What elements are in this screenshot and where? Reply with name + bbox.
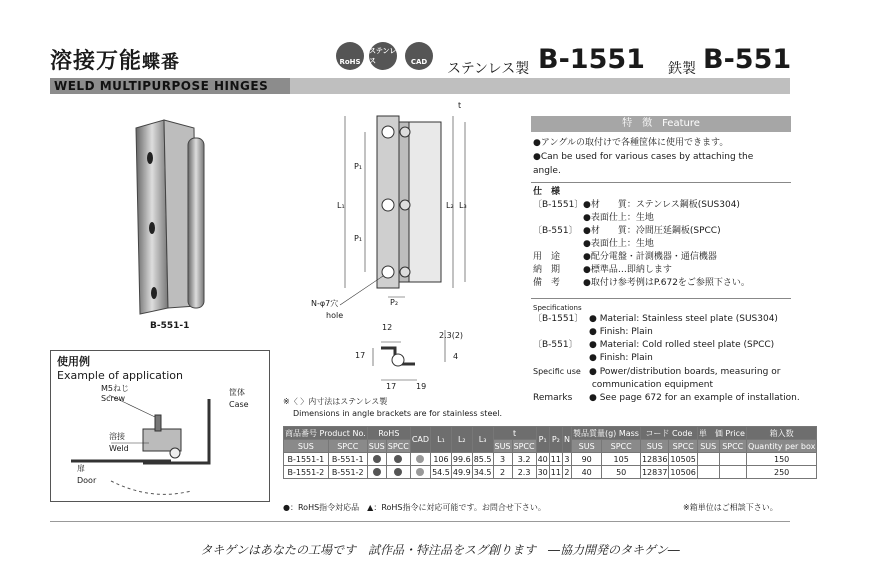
stainless-badge-icon: ステンレス [369,42,397,70]
weld-label: 溶接 [109,432,125,441]
product-photo [124,118,214,318]
divider [531,298,791,299]
footer-divider [50,521,790,522]
spec-row-en: Remarks ● See page 672 for an example of installation. [533,393,800,403]
case-label-en: Case [229,400,249,409]
specs-jp-heading: 仕 様 [533,187,561,197]
cad-dot-icon [416,468,424,476]
dim-t: t [458,101,462,110]
specs-en-list [533,313,800,405]
rohs-dot-icon [373,468,381,476]
drawing-note-jp: ※〈 〉内寸法はステンレス製 [283,397,388,406]
feature-item: ●アングルの取付けで各種筐体に使用できます。 [533,138,729,148]
door-label-en: Door [77,476,97,485]
screw-label: M5ねじ [101,384,129,393]
photo-caption: B-551-1 [150,321,190,331]
sus-model-number: B-1551 [538,44,645,75]
table-row: B-1551-1 B-551-1 106 99.6 85.5 3 3.2 40 11 3 90 105 12836 10505 150 [284,453,817,466]
dim-17-horizontal: 17 [386,382,397,391]
hole-label-en: hole [326,311,344,320]
application-example [50,350,270,502]
spec-row: 備 考 ●取付け参考例はP.672をご参照下さい。 [533,278,750,288]
table-header-row: 商品番号 Product No. RoHS CAD L₁ L₂ L₃ t P₁ P₂ N 製品質量(g) Mass コード Code 単 価 Price 箱入数 [284,427,817,440]
dim-4: 4 [453,352,459,361]
cad-dot-icon [416,455,424,463]
spec-row: 用 途 ●配分電盤・計測機器・通信機器 [533,252,717,262]
dim-l3: L₃ [459,201,467,210]
dim-l2: L₂ [446,201,454,210]
feature-item: ●Can be used for various cases by attaching the [533,152,754,162]
feature-heading: 特 徴 Feature [531,116,791,132]
specs-jp-list [533,199,750,290]
dim-12: 12 [382,323,393,332]
page-subtitle: WELD MULTIPURPOSE HINGES [54,79,269,93]
dim-p1-top: P₁ [354,162,363,171]
spec-row: 〔B-551〕 ●材 質：冷間圧延鋼板(SPCC) [533,226,721,236]
spec-row-en: ● Finish: Plain [589,353,653,363]
rohs-badge-icon: RoHS [336,42,364,70]
divider [531,182,791,183]
case-label: 筐体 [229,388,245,397]
spec-row-en: Specific use ● Power/distribution boards, measuring or [533,367,781,377]
hole-label: N-φ7穴 [311,299,339,308]
legend-left: ●：RoHS指令対応品 ▲：RoHS指令に対応可能です。お問合せ下さい。 [283,503,546,512]
dim-l1: L₁ [337,201,345,210]
dim-19: 19 [416,382,427,391]
dim-p2: P₂ [390,298,399,307]
cad-badge-icon: CAD [405,42,433,70]
spec-row-en: 〔B-1551〕 ● Material: Stainless steel plate (SUS304) [533,314,778,324]
spec-row: ●表面仕上：生地 [583,213,654,223]
dim-2-3: 2.3(2) [439,331,464,340]
page-title: 溶接万能蝶番 [50,49,181,74]
weld-label-en: Weld [109,444,129,453]
product-table [283,426,817,479]
drawing-note-en: Dimensions in angle brackets are for stainless steel. [293,409,503,418]
application-title-jp: 使用例 [57,355,90,368]
specs-en-heading: Specifications [533,304,582,312]
table-subheader-row: SUS SPCC SUS SPCC SUS SPCC SUS SPCC SUS SPCC SUS SPCC Quantity per box [284,440,817,453]
door-label: 扉 [77,464,85,473]
spcc-model-label: 鉄製 [668,61,696,77]
spec-row: 〔B-1551〕●材 質：ステンレス鋼板(SUS304) [533,200,740,210]
dim-17-vertical: 17 [355,351,366,360]
sus-model-label: ステンレス製 [447,61,530,77]
dim-p1-bottom: P₁ [354,234,363,243]
legend-right: ※箱単位はご相談下さい。 [683,503,778,512]
spec-row-en: 〔B-551〕 ● Material: Cold rolled steel plate (SPCC) [533,340,775,350]
footer-slogan: タキゲンはあなたの工場です 試作品・特注品をスグ創ります ―協力開発のタキゲン― [200,543,680,557]
spec-row-en: ● Finish: Plain [589,327,653,337]
screw-label-en: Screw [101,394,126,403]
rohs-dot-icon [394,468,402,476]
rohs-dot-icon [373,455,381,463]
spcc-model-number: B-551 [703,44,792,75]
spec-row: 納 期 ●標準品…即納します [533,265,672,275]
technical-drawing [285,100,525,410]
spec-row: ●表面仕上：生地 [583,239,654,249]
table-row: B-1551-2 B-551-2 54.5 49.9 34.5 2 2.3 30 11 2 40 50 12837 10506 250 [284,466,817,479]
application-title-en: Example of application [57,369,183,382]
spec-row-en: communication equipment [589,380,714,390]
rohs-dot-icon [394,455,402,463]
feature-item: angle. [533,166,561,176]
